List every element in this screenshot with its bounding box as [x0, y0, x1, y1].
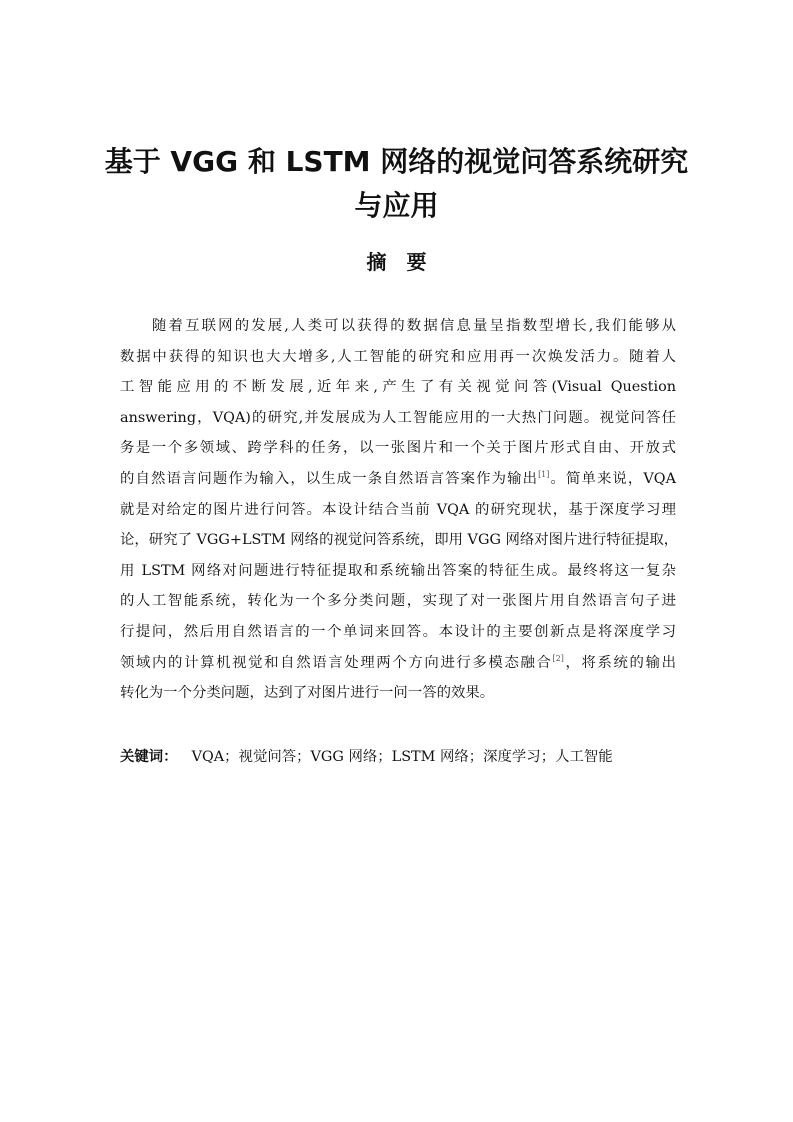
abstract-line — [120, 464, 676, 495]
abstract-line: 行提问，然后用自然语言的一个单词来回答。本设计的主要创新点是将深度学习 — [120, 623, 676, 640]
abstract-line — [120, 648, 676, 679]
abstract-line-text: 领域内的计算机视觉和自然语言处理两个方向进行多模态融合 — [120, 654, 553, 671]
paper-title — [100, 140, 693, 228]
abstract-body — [120, 311, 679, 709]
abstract-heading: 摘要 — [366, 250, 447, 274]
abstract-line: 随着互联网的发展,人类可以获得的数据信息量呈指数型增长,我们能够从 — [152, 318, 676, 334]
keywords-label: 关键词： — [120, 749, 178, 765]
abstract-line: answering，VQA)的研究,并发展成为人工智能应用的一大热门问题。视觉问答任 — [120, 409, 676, 426]
keywords — [120, 744, 680, 770]
abstract-line-text: 工智能应用的不断发展,近年来,产生了有关视觉问答(Visual Question — [120, 379, 676, 396]
citation-marker: [1] — [538, 469, 550, 479]
abstract-line — [120, 372, 676, 403]
abstract-line: 务是一个多领域、跨学科的任务，以一张图片和一个关于图片形式自由、开放式 — [120, 440, 676, 457]
abstract-line: 用 LSTM 网络对问题进行特征提取和系统输出答案的特征生成。最终将这一复杂 — [120, 562, 676, 579]
abstract-line-text: ，将系统的输出 — [563, 654, 676, 671]
keywords-value: VQA；视觉问答；VGG 网络；LSTM 网络；深度学习；人工智能 — [191, 749, 613, 765]
abstract-line: 论，研究了 VGG+LSTM 网络的视觉问答系统，即用 VGG 网络对图片进行特征提取， — [120, 532, 679, 549]
citation-marker: [2] — [552, 653, 564, 663]
abstract-line: 转化为一个分类问题，达到了对图片进行一问一答的效果。 — [120, 685, 495, 702]
paper-title-line-1: 基于 VGG 和 LSTM 网络的视觉问答系统研究 — [104, 145, 689, 178]
abstract-line-text: 的自然语言问题作为输入，以生成一条自然语言答案作为输出 — [120, 470, 539, 487]
abstract-line: 的人工智能系统，转化为一个多分类问题，实现了对一张图片用自然语言句子进 — [120, 593, 676, 610]
abstract-line: 就是对给定的图片进行问答。本设计结合当前 VQA 的研究现状，基于深度学习理 — [120, 501, 676, 518]
abstract-line-text: 。简单来说，VQA — [549, 470, 676, 487]
abstract-line: 数据中获得的知识也大大增多,人工智能的研究和应用再一次焕发活力。随着人 — [120, 348, 676, 365]
paper-title-line-2: 与应用 — [354, 189, 439, 222]
